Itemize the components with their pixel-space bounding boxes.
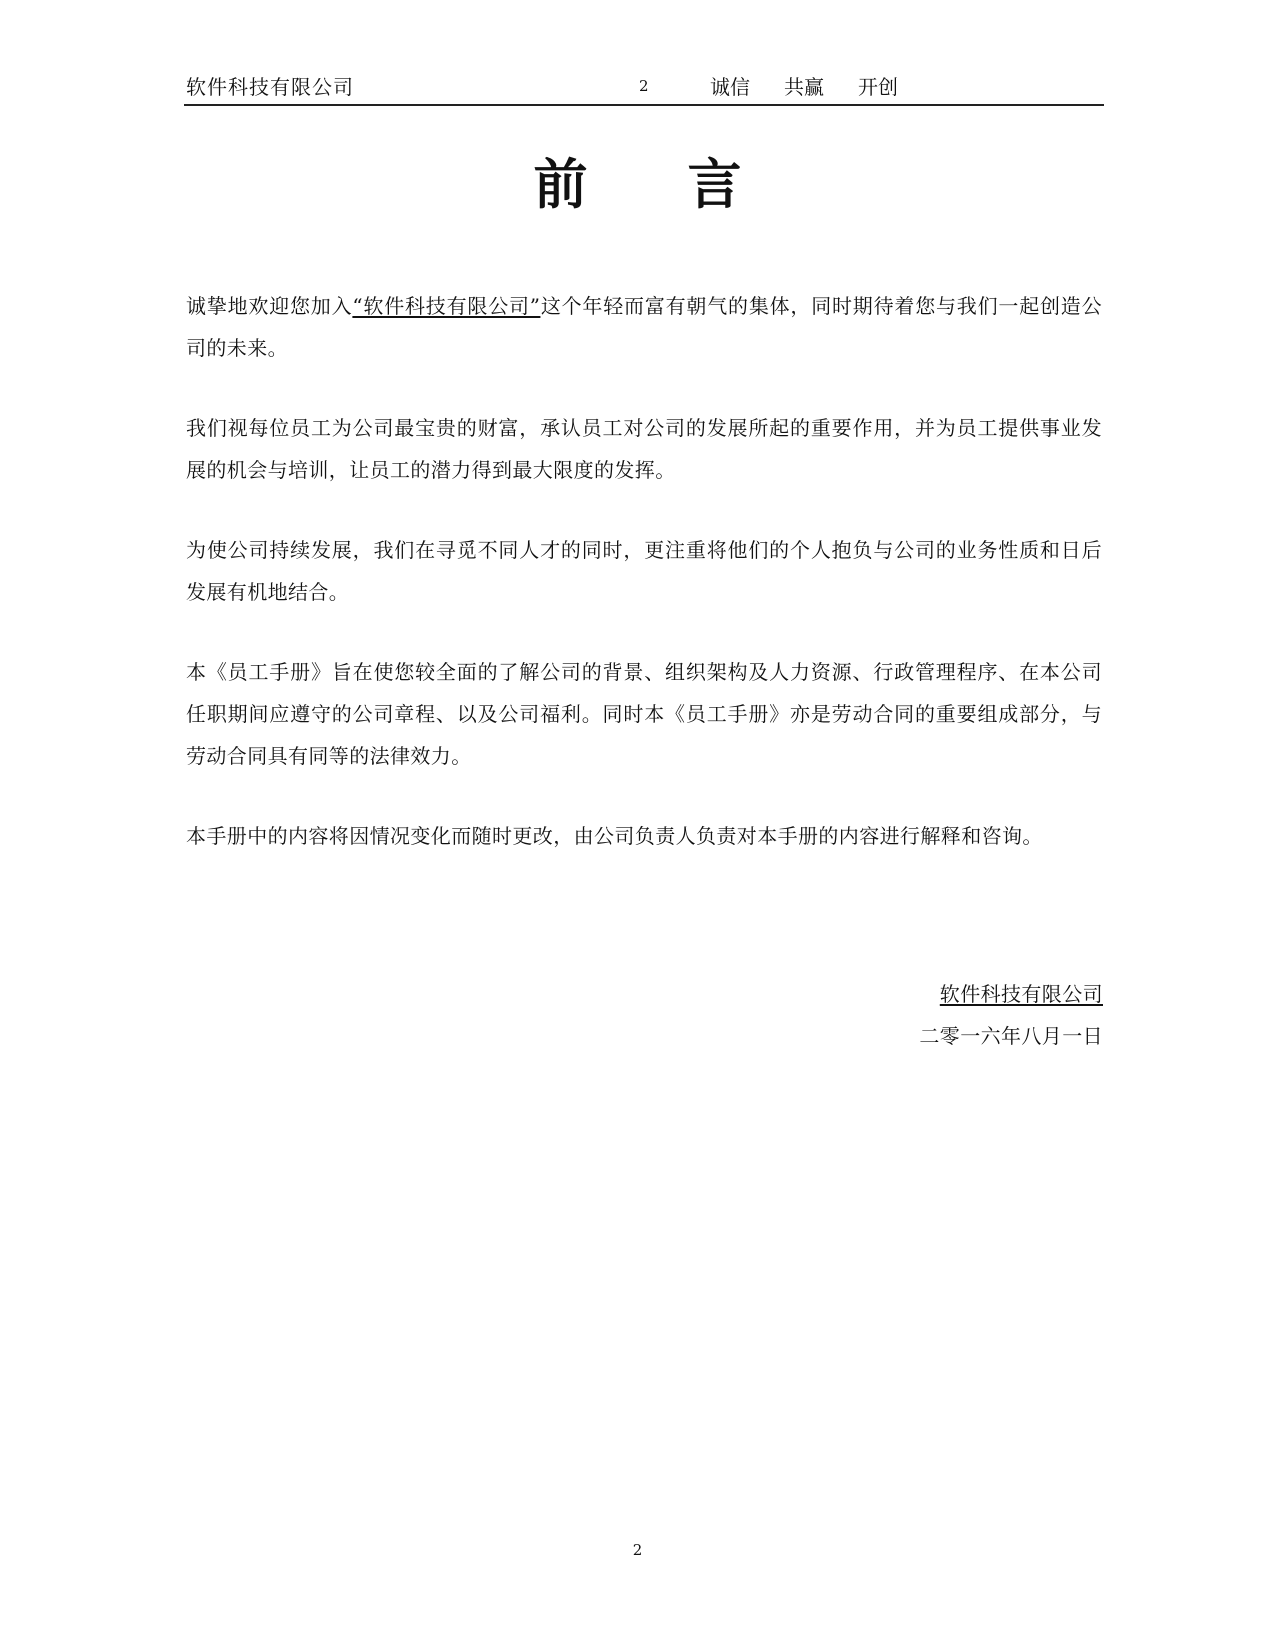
signature-date: 二零一六年八月一日 xyxy=(919,1024,1103,1048)
paragraph-changes: 本手册中的内容将因情况变化而随时更改，由公司负责人负责对本手册的内容进行解释和咨询。 xyxy=(186,824,1043,848)
header-motto xyxy=(710,74,898,100)
paragraph-welcome xyxy=(186,285,1102,369)
header-motto-word: 诚信 xyxy=(710,75,750,99)
title-char: 前 xyxy=(533,153,588,216)
document-body xyxy=(186,285,1102,895)
paragraph-text: 诚挚地欢迎您加入 xyxy=(186,294,353,318)
paragraph-development: 为使公司持续发展，我们在寻觅不同人才的同时，更注重将他们的个人抱负与公司的业务性质和日后发展有机地结合。 xyxy=(186,538,1102,604)
company-name-underlined: “软件科技有限公司” xyxy=(352,294,541,318)
header-motto-word: 共赢 xyxy=(784,75,824,99)
header-company-name: 软件科技有限公司 xyxy=(186,75,354,99)
paragraph-handbook-purpose: 本《员工手册》旨在使您较全面的了解公司的背景、组织架构及人力资源、行政管理程序、在本公司任职期间应遵守的公司章程、以及公司福利。同时本《员工手册》亦是劳动合同的重要组成部分，与劳动合同具有同等的法律效力。 xyxy=(186,660,1102,768)
header-page-number: 2 xyxy=(639,77,649,95)
signature-company: 软件科技有限公司 xyxy=(939,982,1103,1006)
footer-page-number: 2 xyxy=(632,1541,643,1559)
page-title xyxy=(0,150,1275,220)
title-char: 言 xyxy=(687,153,742,216)
paragraph-employees: 我们视每位员工为公司最宝贵的财富，承认员工对公司的发展所起的重要作用，并为员工提供事业发展的机会与培训，让员工的潜力得到最大限度的发挥。 xyxy=(186,416,1102,482)
signature-block xyxy=(919,973,1103,1057)
page-header xyxy=(184,72,1104,106)
paragraph-text: 这个年轻而富有朝气的集体，同时期待着您与我们一起创造公司的未来。 xyxy=(186,294,1102,360)
header-motto-word: 开创 xyxy=(858,75,898,99)
